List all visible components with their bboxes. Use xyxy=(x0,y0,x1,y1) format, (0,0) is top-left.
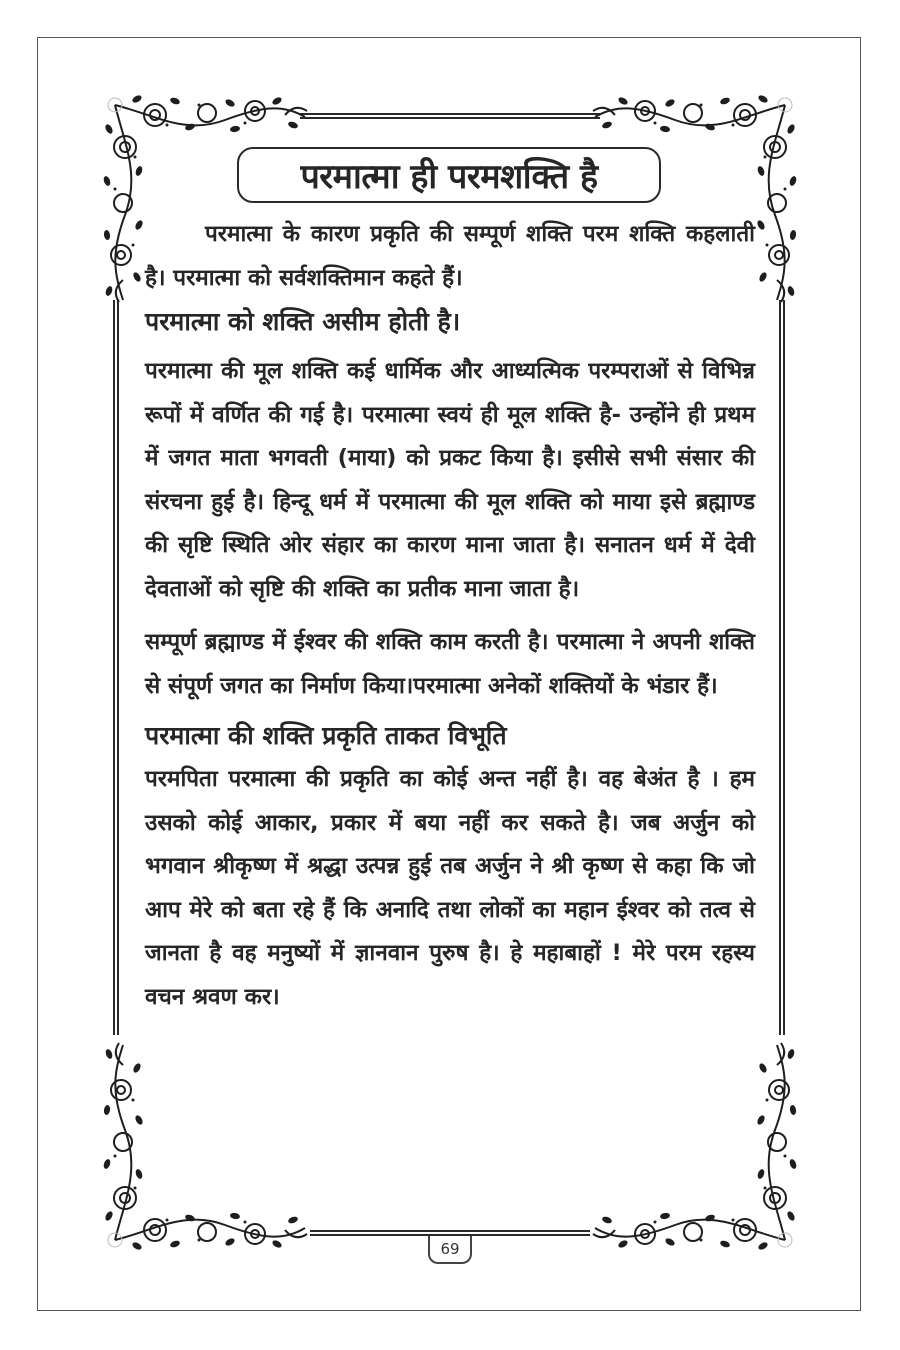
section-heading: परमात्मा की शक्ति प्रकृति ताकत विभूति xyxy=(145,721,507,750)
border-left-line xyxy=(113,300,119,1035)
page-title-box xyxy=(237,147,661,203)
intro-paragraph: परमात्मा के कारण प्रकृति की सम्पूर्ण शक्ति परम शक्ति कहलाती है। परमात्मा को सर्वशक्तिमान कहते हैं। xyxy=(145,221,755,291)
border-top-line xyxy=(300,113,600,119)
floral-corner-bottom-left-icon xyxy=(95,1030,325,1260)
intro-subheading: परमात्मा को शक्ति असीम होती है। xyxy=(145,307,461,336)
body-paragraph: परमात्मा की मूल शक्ति कई धार्मिक और आध्यत्मिक परम्पराओं से विभिन्न रूपों में वर्णित की गई है। परमात्मा स्वयं ही मूल शक्ति है- उन्होंने ही प्रथम में जगत माता भगवती (माया) को प्रकट किया है। इसीसे सभी संसार की संरचना हुई है। हिन्दू धर्म में परमात्मा की मूल शक्ति को माया इसे ब्रह्माण्ड की सृष्टि स्थिति ओर संहार का कारण माना जाता है। सनातन धर्म में देवी देवताओं को सृष्टि की शक्ति का प्रतीक माना जाता है। xyxy=(145,358,755,602)
body-paragraph: सम्पूर्ण ब्रह्माण्ड में ईश्वर की शक्ति काम करती है। परमात्मा ने अपनी शक्ति से संपूर्ण जगत का निर्माण किया।परमात्मा अनेकों शक्तियों के भंडार हैं। xyxy=(145,629,755,699)
border-right-line xyxy=(779,300,785,1035)
floral-corner-bottom-right-icon xyxy=(575,1030,805,1260)
page-number-tab xyxy=(428,1236,472,1264)
section-paragraph: परमपिता परमात्मा की प्रकृति का कोई अन्त नहीं है। वह बेअंत है । हम उसको कोई आकार, प्रकार में बया नहीं कर सकते है। जब अर्जुन को भगवान श्रीकृष्ण में श्रद्धा उत्पन्न हुई तब अर्जुन ने श्री कृष्ण से कहा कि जो आप मेरे को बता रहे हैं कि अनादि तथा लोकों का महान ईश्वर को तत्व से जानता है वह मनुष्यों में ज्ञानवान पुरुष है। हे महाबाहों ! मेरे परम रहस्य वचन श्रवण कर। xyxy=(145,766,755,1010)
page-number: 69 xyxy=(440,1240,460,1258)
page-content xyxy=(145,213,755,1019)
page-title: परमात्मा ही परमशक्ति है xyxy=(300,157,598,197)
